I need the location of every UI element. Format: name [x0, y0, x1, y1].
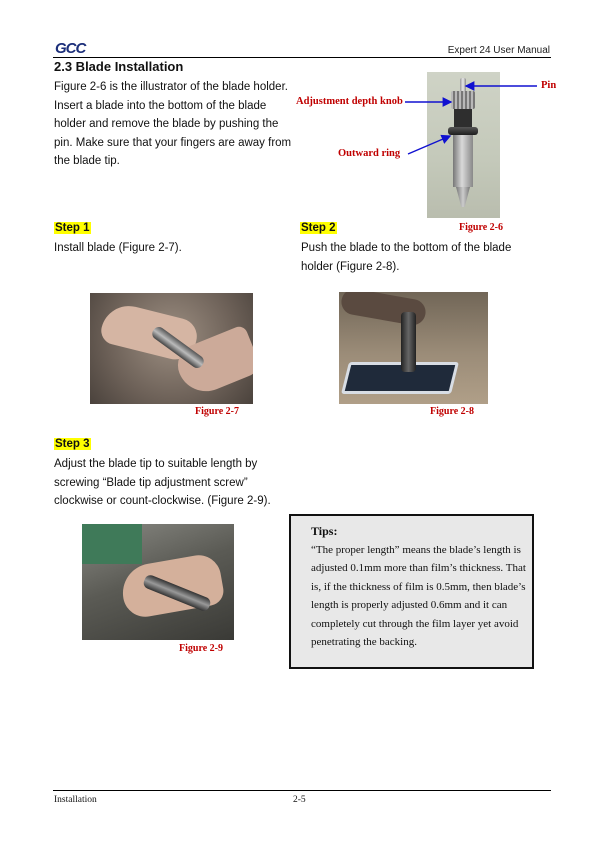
label-adjustment-knob: Adjustment depth knob: [296, 96, 403, 107]
figure-2-8-caption: Figure 2-8: [430, 406, 474, 417]
blade-holder-photo: [427, 72, 500, 218]
footer-divider: [53, 790, 551, 791]
page-number: 2-5: [293, 795, 306, 805]
holder-knob: [451, 91, 475, 109]
step-2-text: Push the blade to the bottom of the blade holder (Figure 2-8).: [301, 242, 512, 273]
label-pin: Pin: [541, 80, 557, 91]
install-blade-photo: [90, 293, 253, 404]
holder-pin: [460, 78, 466, 92]
step-3-text: Adjust the blade tip to suitable length by screwing “Blade tip adjustment screw” clockwise or count-clockwise. (Figure 2-9).: [54, 458, 271, 507]
figure-2-9-caption: Figure 2-9: [179, 643, 223, 654]
figure-2-6-caption: Figure 2-6: [459, 222, 503, 233]
background-shape: [82, 524, 142, 564]
gcc-logo: [55, 40, 86, 57]
push-blade-photo: [339, 292, 488, 404]
section-title: 2.3 Blade Installation: [54, 59, 184, 74]
tips-box: [289, 514, 534, 669]
blade-case-shape: [341, 362, 459, 394]
holder-ring: [448, 127, 478, 135]
step-1-text: Install blade (Figure 2-7).: [54, 242, 182, 254]
tips-body: “The proper length” means the blade’s length is adjusted 0.1mm more than film’s thickness. That is, if the thickness of film is 0.5mm, then blade’s length is properly adjusted 0.6mm and it can completely cut through the film layer yet avoid penetrating the backing.: [311, 544, 526, 649]
logo-text: GCC: [55, 40, 86, 57]
label-outward-ring: Outward ring: [338, 148, 401, 159]
step-2-heading: Step 2: [301, 222, 336, 234]
holder-tip: [456, 187, 470, 207]
figure-2-7-caption: Figure 2-7: [195, 406, 239, 417]
blade-holder-shape: [401, 312, 416, 372]
header-divider: [53, 57, 551, 58]
adjust-blade-photo: [82, 524, 234, 640]
manual-title: Expert 24 User Manual: [447, 45, 550, 56]
holder-body: [453, 135, 473, 187]
intro-paragraph: Figure 2-6 is the illustrator of the blade holder. Insert a blade into the bottom of the blade holder and remove the blade by pushing the pin. Make sure that your fingers are away from the blade tip.: [54, 81, 292, 167]
footer-section: Installation: [54, 795, 97, 805]
tips-heading: Tips:: [311, 524, 338, 538]
step-1-heading: Step 1: [55, 222, 90, 234]
holder-collar: [454, 109, 472, 129]
step-3-heading: Step 3: [55, 438, 90, 450]
